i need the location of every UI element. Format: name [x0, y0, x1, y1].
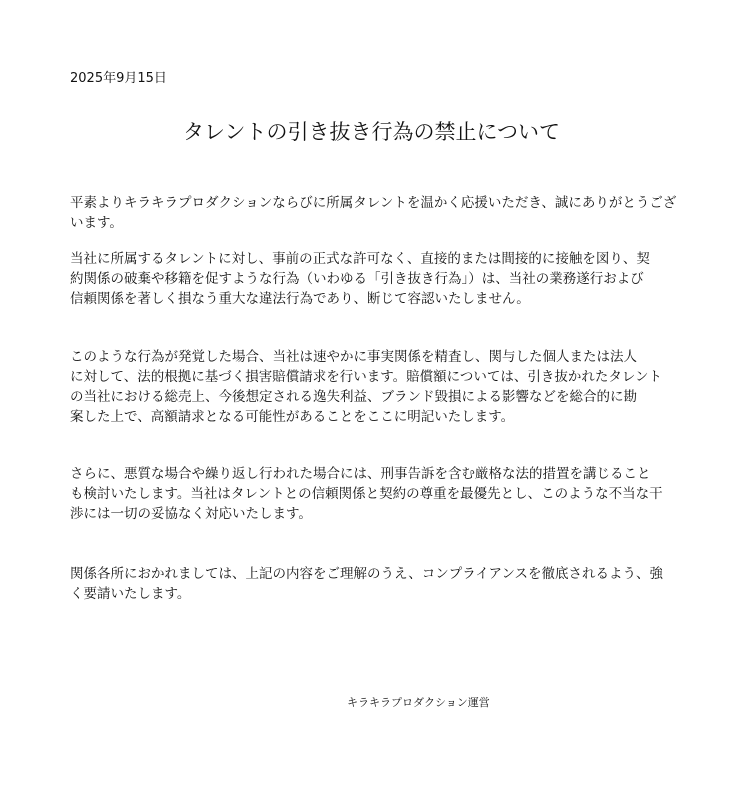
paragraph-line: も検討いたします。当社はタレントとの信頼関係と契約の尊重を最優先とし、このような不当な干: [70, 486, 663, 502]
paragraph-prohibition: [70, 249, 680, 309]
paragraph-line: 平素よりキラキラプロダクションならびに所属タレントを温かく応援いただき、誠にありがとうござ: [70, 195, 677, 211]
paragraph-line: 関係各所におかれましては、上記の内容をご理解のうえ、コンプライアンスを徹底されるよう、強: [70, 566, 664, 582]
paragraph-line: 約関係の破棄や移籍を促すような行為（いわゆる「引き抜き行為」）は、当社の業務遂行および: [70, 271, 644, 287]
paragraph-line: く要請いたします。: [70, 586, 191, 602]
paragraph-line: の当社における総売上、今後想定される逸失利益、ブランド毀損による影響などを総合的に勘: [70, 389, 637, 405]
document-date: 2025年9月15日: [70, 71, 167, 86]
document-title: タレントの引き抜き行為の禁止について: [182, 120, 561, 144]
paragraph-line: に対して、法的根拠に基づく損害賠償請求を行います。賠償額については、引き抜かれたタレント: [70, 369, 663, 385]
paragraph-criminal-action: [70, 464, 680, 524]
paragraph-damages: [70, 347, 680, 427]
paragraph-greeting: [70, 193, 680, 233]
paragraph-line: 案した上で、高額請求となる可能性があることをここに明記いたします。: [70, 409, 515, 425]
paragraph-request: [70, 564, 680, 604]
paragraph-line: このような行為が発覚した場合、当社は速やかに事実関係を精査し、関与した個人または法人: [70, 349, 637, 365]
paragraph-line: さらに、悪質な場合や繰り返し行われた場合には、刑事告訴を含む厳格な法的措置を講じること: [70, 466, 651, 482]
signature: キラキラプロダクション運営: [347, 696, 490, 709]
paragraph-line: 渉には一切の妥協なく対応いたします。: [70, 506, 312, 522]
paragraph-line: 当社に所属するタレントに対し、事前の正式な許可なく、直接的または間接的に接触を図り、契: [70, 251, 650, 267]
paragraph-line: います。: [70, 215, 123, 231]
paragraph-line: 信頼関係を著しく損なう重大な違法行為であり、断じて容認いたしません。: [70, 291, 530, 307]
